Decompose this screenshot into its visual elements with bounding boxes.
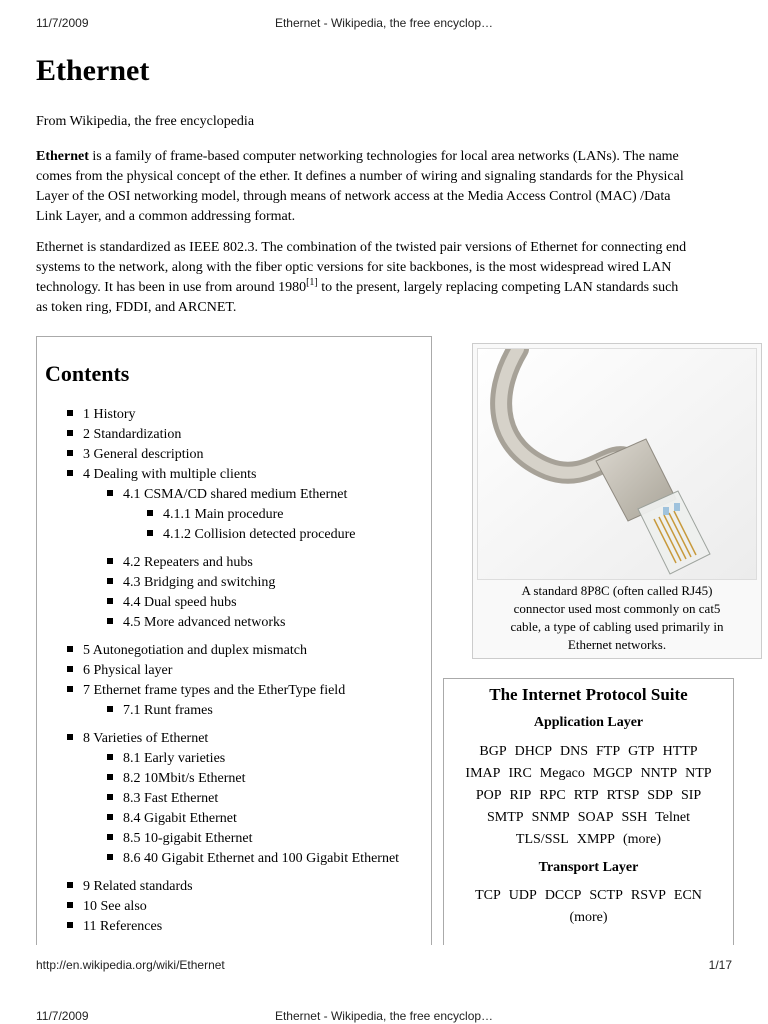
- bullet-icon: [107, 794, 113, 800]
- protocol-link[interactable]: IRC: [508, 766, 532, 781]
- figure-caption: [477, 582, 757, 654]
- protocol-link[interactable]: TLS/SSL: [515, 832, 569, 847]
- text-line: Ethernet is standardized as IEEE 802.3. The combination of the twisted pair versions of Ethernet for connecting end: [36, 240, 687, 255]
- bullet-icon: [67, 734, 73, 740]
- protocol-link[interactable]: SSH: [621, 810, 648, 825]
- toc-item-label: 8.4 Gigabit Ethernet: [123, 811, 237, 826]
- text-line: technology. It has been in use from around 1980: [36, 280, 307, 295]
- bullet-icon: [67, 922, 73, 928]
- toc-item-label: 4.2 Repeaters and hubs: [123, 555, 253, 570]
- intro-paragraph: [36, 147, 734, 227]
- toc-item-label: 8.5 10-gigabit Ethernet: [123, 831, 253, 846]
- print-title: Ethernet - Wikipedia, the free encyclop…: [274, 1009, 494, 1023]
- print-date: 11/7/2009: [36, 16, 89, 30]
- toc-item-label: 8.2 10Mbit/s Ethernet: [123, 771, 246, 786]
- toc-title: Contents: [45, 361, 130, 386]
- bullet-icon: [107, 706, 113, 712]
- protocol-link[interactable]: UDP: [508, 888, 537, 903]
- toc-item-label: 9 Related standards: [83, 879, 193, 894]
- bullet-icon: [67, 430, 73, 436]
- protocol-row: [444, 785, 733, 807]
- protocol-suite-infobox: [443, 678, 734, 945]
- toc-item[interactable]: [67, 877, 193, 897]
- text-line: Layer of the OSI networking model, through means of network access at the Media Access Control (MAC) /Data: [36, 189, 671, 204]
- protocol-link[interactable]: ECN: [673, 888, 702, 903]
- protocol-row: [444, 885, 733, 907]
- toc-item-label: 10 See also: [83, 899, 147, 914]
- protocol-link[interactable]: RTSP: [606, 788, 640, 803]
- protocol-link[interactable]: SDP: [647, 788, 673, 803]
- protocol-link[interactable]: NNTP: [640, 766, 678, 781]
- toc-item[interactable]: [107, 613, 286, 633]
- toc-item[interactable]: [67, 897, 147, 917]
- protocol-link[interactable]: MGCP: [592, 766, 633, 781]
- bullet-icon: [107, 490, 113, 496]
- toc-item[interactable]: [67, 661, 172, 681]
- rj45-cable-illustration: [478, 349, 756, 579]
- protocol-link[interactable]: (more): [569, 910, 608, 925]
- protocol-link[interactable]: RPC: [539, 788, 566, 803]
- reference-link[interactable]: [1]: [306, 277, 318, 288]
- protocol-link[interactable]: DHCP: [514, 744, 552, 759]
- toc-item[interactable]: [107, 749, 225, 769]
- toc-item-label: 8.6 40 Gigabit Ethernet and 100 Gigabit Ethernet: [123, 851, 400, 866]
- toc-item[interactable]: [67, 425, 181, 445]
- bullet-icon: [107, 618, 113, 624]
- toc-item[interactable]: [107, 789, 218, 809]
- text-line: is a family of frame-based computer networking technologies for local area networks (LANs). The name: [92, 149, 679, 164]
- toc-item-label: 1 History: [83, 407, 136, 422]
- toc-item-label: 2 Standardization: [83, 427, 182, 442]
- protocol-link[interactable]: DCCP: [544, 888, 582, 903]
- bullet-icon: [67, 666, 73, 672]
- bullet-icon: [67, 646, 73, 652]
- bullet-icon: [67, 902, 73, 908]
- protocol-row: [444, 907, 733, 929]
- site-sub: From Wikipedia, the free encyclopedia: [36, 114, 255, 129]
- toc-item-label: 4.3 Bridging and switching: [123, 575, 276, 590]
- bullet-icon: [67, 882, 73, 888]
- bullet-icon: [107, 814, 113, 820]
- toc-item[interactable]: [67, 917, 162, 937]
- bullet-icon: [67, 686, 73, 692]
- print-title: Ethernet - Wikipedia, the free encyclop…: [274, 16, 494, 30]
- toc-item-label: 4.5 More advanced networks: [123, 615, 286, 630]
- protocol-link[interactable]: (more): [622, 832, 662, 847]
- protocol-row: [444, 807, 733, 829]
- toc-item[interactable]: [107, 849, 399, 869]
- protocol-link[interactable]: SCTP: [589, 888, 623, 903]
- bullet-icon: [67, 410, 73, 416]
- protocol-link[interactable]: SMTP: [487, 810, 524, 825]
- toc-item-label: 6 Physical layer: [83, 663, 173, 678]
- bullet-icon: [107, 558, 113, 564]
- infobox-title: The Internet Protocol Suite: [489, 685, 688, 704]
- toc-item-label: 4.1 CSMA/CD shared medium Ethernet: [123, 487, 348, 502]
- protocol-link[interactable]: Megaco: [539, 766, 585, 781]
- toc-item[interactable]: [67, 445, 204, 465]
- protocol-link[interactable]: SNMP: [531, 810, 570, 825]
- term-ethernet: Ethernet: [36, 149, 89, 164]
- toc-item[interactable]: [67, 681, 345, 701]
- table-of-contents: [36, 336, 432, 945]
- toc-item-label: 11 References: [83, 919, 163, 934]
- protocol-link[interactable]: FTP: [596, 744, 621, 759]
- print-date: 11/7/2009: [36, 1009, 89, 1023]
- protocol-link[interactable]: IMAP: [465, 766, 501, 781]
- bullet-icon: [107, 774, 113, 780]
- application-layer-heading: Application Layer: [533, 715, 644, 730]
- caption-line: Ethernet networks.: [567, 637, 667, 652]
- protocol-link[interactable]: TCP: [475, 888, 501, 903]
- toc-item-label: 3 General description: [83, 447, 204, 462]
- protocol-link[interactable]: XMPP: [576, 832, 615, 847]
- bullet-icon: [107, 834, 113, 840]
- protocol-link[interactable]: GTP: [628, 744, 655, 759]
- text-line: as token ring, FDDI, and ARCNET.: [36, 300, 237, 315]
- protocol-row: [444, 829, 733, 851]
- protocol-link[interactable]: NTP: [685, 766, 712, 781]
- protocol-link[interactable]: RIP: [509, 788, 532, 803]
- protocol-row: [444, 741, 733, 763]
- page-url: http://en.wikipedia.org/wiki/Ethernet: [36, 958, 225, 972]
- protocol-link[interactable]: BGP: [479, 744, 507, 759]
- toc-item-label: 7 Ethernet frame types and the EtherType field: [83, 683, 346, 698]
- text-line: comes from the physical concept of the ether. It defines a number of wiring and signaling standards for the Physical: [36, 169, 684, 184]
- protocol-link[interactable]: HTTP: [662, 744, 698, 759]
- toc-item-label: 8 Varieties of Ethernet: [83, 731, 209, 746]
- protocol-link[interactable]: RTP: [573, 788, 599, 803]
- toc-item-label: 4.4 Dual speed hubs: [123, 595, 237, 610]
- toc-item[interactable]: [67, 729, 208, 749]
- toc-item[interactable]: [107, 809, 237, 829]
- figure-thumbnail: [472, 343, 762, 659]
- bullet-icon: [107, 854, 113, 860]
- toc-item[interactable]: [107, 573, 275, 593]
- bullet-icon: [67, 450, 73, 456]
- protocol-link[interactable]: POP: [475, 788, 502, 803]
- toc-item[interactable]: [107, 485, 347, 505]
- toc-item-label: 5 Autonegotiation and duplex mismatch: [83, 643, 307, 658]
- protocol-link[interactable]: SOAP: [577, 810, 614, 825]
- toc-item[interactable]: [107, 769, 246, 789]
- bullet-icon: [107, 578, 113, 584]
- bullet-icon: [147, 530, 153, 536]
- toc-item-label: 4.1.2 Collision detected procedure: [163, 527, 356, 542]
- bullet-icon: [107, 754, 113, 760]
- toc-item[interactable]: [147, 505, 284, 525]
- rj45-connector-image[interactable]: [477, 348, 757, 580]
- protocol-link[interactable]: SIP: [680, 788, 702, 803]
- toc-item-label: 4 Dealing with multiple clients: [83, 467, 257, 482]
- bullet-icon: [67, 470, 73, 476]
- toc-item-label: 8.1 Early varieties: [123, 751, 226, 766]
- text-line: Link Layer, and a common addressing format.: [36, 209, 296, 224]
- text-line: to the present, largely replacing competing LAN standards such: [317, 280, 679, 295]
- transport-layer-heading: Transport Layer: [538, 860, 639, 875]
- page-number: 1/17: [708, 958, 732, 972]
- protocol-link[interactable]: RSVP: [630, 888, 666, 903]
- caption-line: cable, a type of cabling used primarily in: [510, 619, 724, 634]
- protocol-row: [444, 763, 733, 785]
- page-title: Ethernet: [36, 54, 150, 87]
- toc-item[interactable]: [107, 701, 213, 721]
- second-paragraph: [36, 238, 734, 318]
- toc-item[interactable]: [107, 829, 252, 849]
- toc-item[interactable]: [67, 465, 256, 485]
- caption-line: A standard 8P8C (often called RJ45): [521, 583, 713, 598]
- toc-item[interactable]: [107, 593, 237, 613]
- toc-item-label: 4.1.1 Main procedure: [163, 507, 284, 522]
- toc-item[interactable]: [107, 553, 253, 573]
- caption-line: connector used most commonly on cat5: [513, 601, 721, 616]
- bullet-icon: [107, 598, 113, 604]
- toc-item[interactable]: [147, 525, 355, 545]
- protocol-link[interactable]: DNS: [560, 744, 589, 759]
- toc-item-label: 8.3 Fast Ethernet: [123, 791, 219, 806]
- protocol-link[interactable]: Telnet: [655, 810, 690, 825]
- bullet-icon: [147, 510, 153, 516]
- toc-item[interactable]: [67, 405, 136, 425]
- toc-item-label: 7.1 Runt frames: [123, 703, 213, 718]
- toc-item[interactable]: [67, 641, 307, 661]
- text-line: systems to the network, along with the fiber optic versions for site backbones, is the most widespread wired LAN: [36, 260, 672, 275]
